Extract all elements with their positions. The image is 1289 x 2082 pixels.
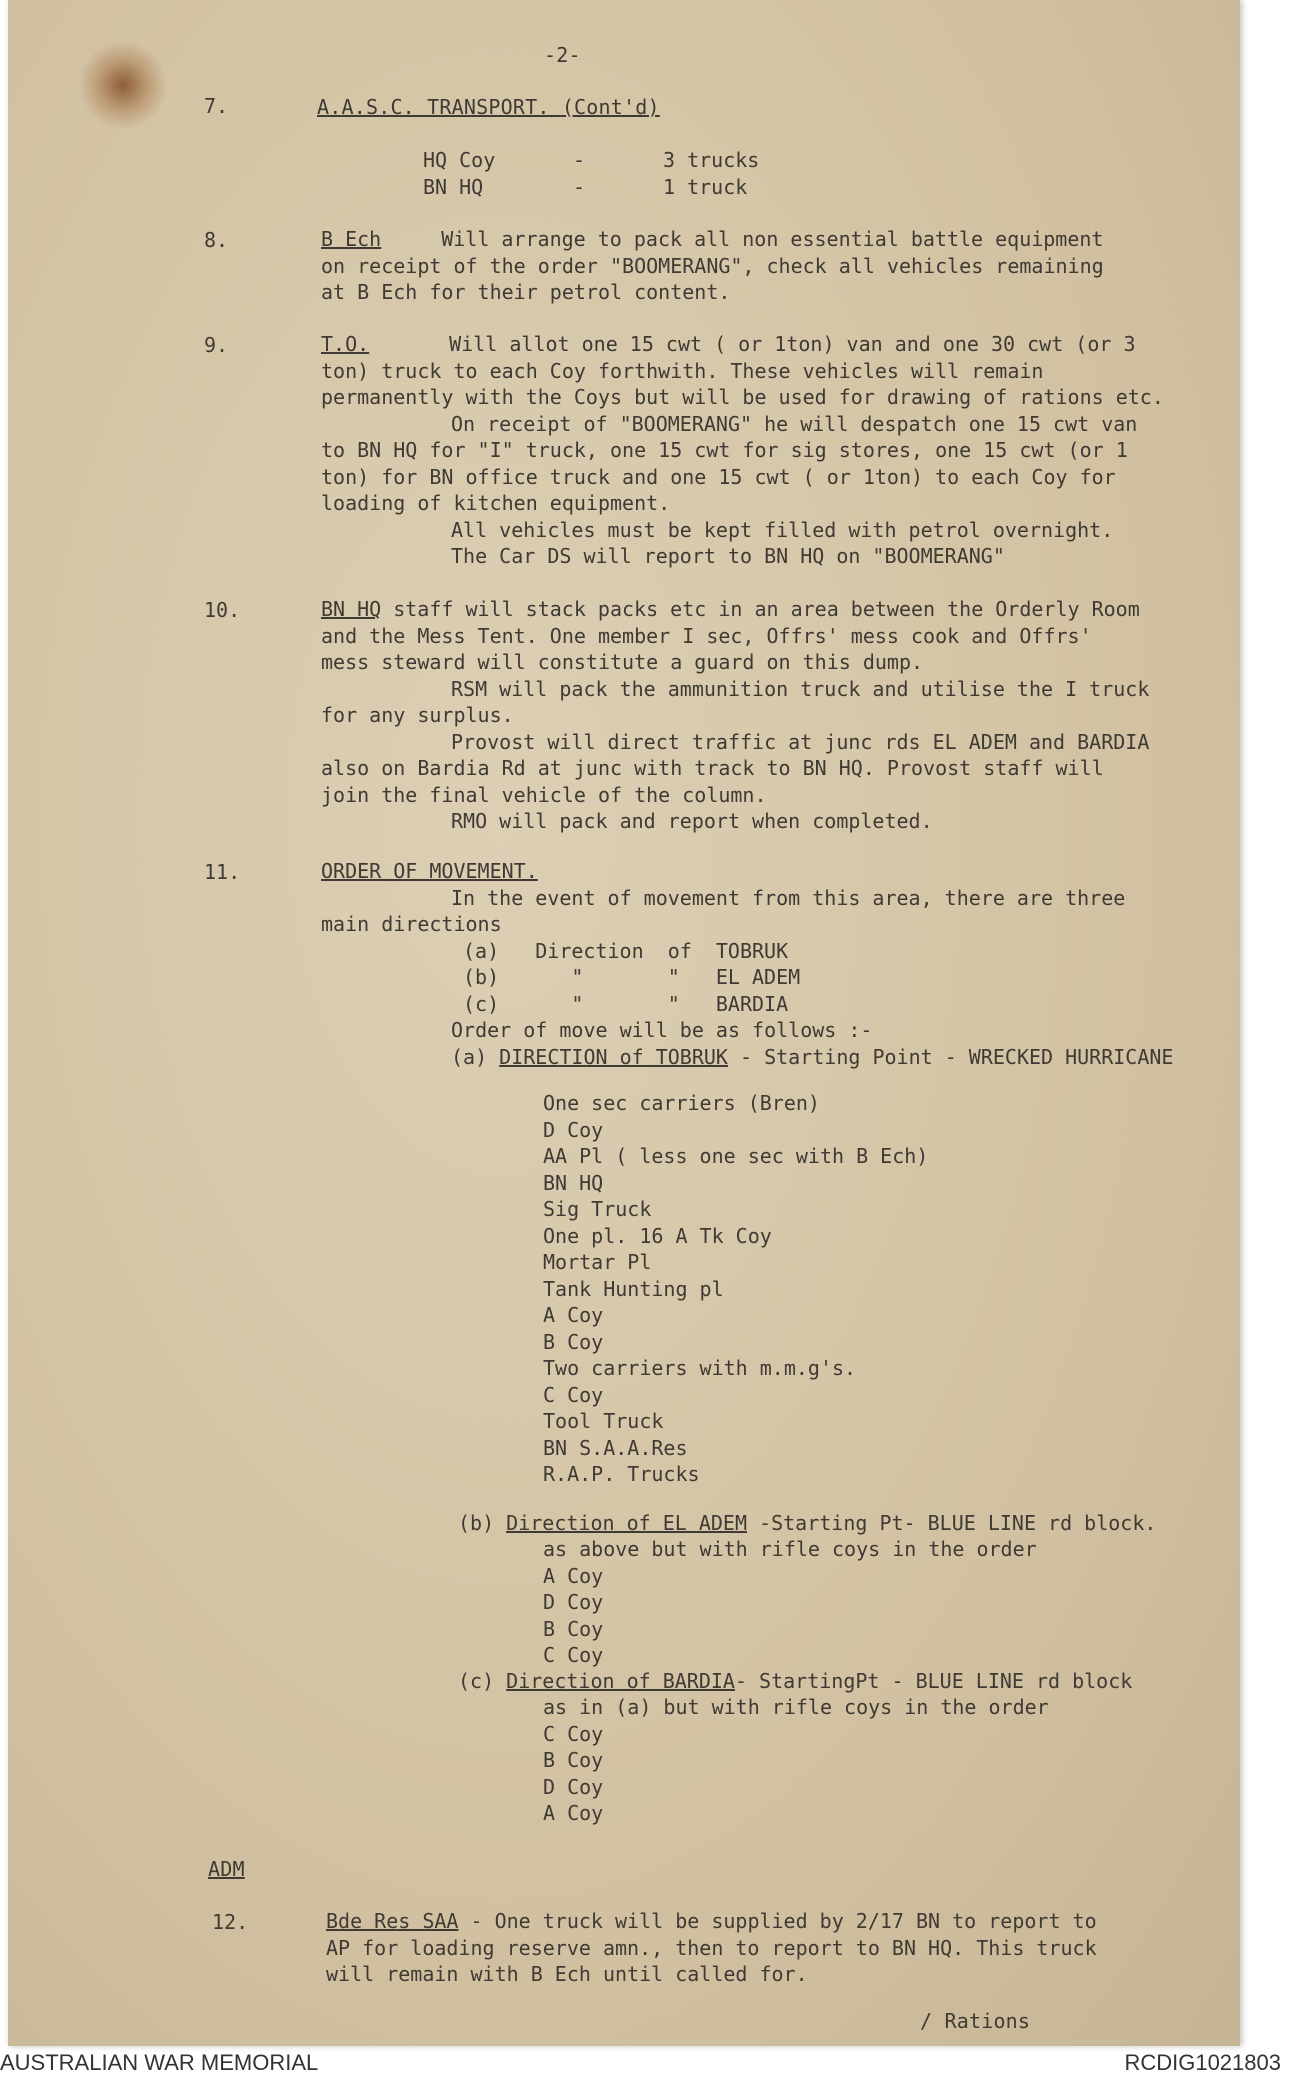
list-item: A Coy xyxy=(543,1303,604,1327)
section-12-body: Bde Res SAA - One truck will be supplied by 2/17 BN to report to AP for loading reserve amn., then to report to BN HQ. This truck will remain with B Ech until called for. xyxy=(326,1909,1097,1986)
section-7-heading: A.A.S.C. TRANSPORT. (Cont'd) xyxy=(317,95,660,119)
section-11-body: ORDER OF MOVEMENT. In the event of movement from this area, there are three main directions (a) Direction of TOBRUK (b) " " EL ADEM (c) " " BARDIA Order of move will be as follows :- (a) DIRECTION of TOBRUK - Starting Point - WRECKED HURRICANE xyxy=(321,859,1174,1069)
adm-heading: ADM xyxy=(208,1857,245,1881)
section-12-heading: Bde Res SAA xyxy=(326,1909,459,1933)
table-row: BN HQ - 1 truck xyxy=(423,174,748,199)
list-item: R.A.P. Trucks xyxy=(543,1462,700,1486)
section-10-heading: BN HQ xyxy=(321,597,382,621)
section-9-number: 9. xyxy=(204,333,229,357)
section-7-table xyxy=(423,147,759,200)
section-8-number: 8. xyxy=(204,228,229,252)
list-item: BN S.A.A.Res xyxy=(543,1435,688,1460)
list-item: D Coy xyxy=(543,1590,604,1614)
document-page xyxy=(8,0,1240,2046)
list-item: B Coy xyxy=(543,1616,604,1641)
list-item: Tool Truck xyxy=(543,1409,664,1433)
section-7-number: 7. xyxy=(204,94,229,118)
list-item: D Coy xyxy=(543,1774,604,1799)
list-item: D Coy xyxy=(543,1117,604,1142)
list-item: C Coy xyxy=(543,1721,604,1746)
route-b-sub: as above but with rifle coys in the order xyxy=(543,1537,1037,1561)
list-item: C Coy xyxy=(543,1382,604,1407)
stain-mark xyxy=(78,40,168,130)
route-a-heading-line: (a) DIRECTION of TOBRUK - Starting Point - WRECKED HURRICANE xyxy=(451,1044,1174,1069)
section-9-body: T.O. Will allot one 15 cwt ( or 1ton) van and one 30 cwt (or 3 ton) truck to each Coy forthwith. These vehicles will remain permanently with the Coys but will be used for drawing of rations etc. On receipt of "BOOMERANG" he will despatch one 15 cwt van to BN HQ for "I" truck, one 15 cwt for sig stores, one 15 cwt (or 1 ton) for BN office truck and one 15 cwt ( or 1ton) to each Coy for loading of kitchen equipment. All vehicles must be kept filled with petrol overnight. The Car DS will report to BN HQ on "BOOMERANG" xyxy=(321,332,1164,568)
section-11-heading: ORDER OF MOVEMENT. xyxy=(321,859,538,883)
section-8-body: B Ech Will arrange to pack all non essential battle equipment on receipt of the order "BOOMERANG", check all vehicles remaining at B Ech for their petrol content. xyxy=(321,227,1104,304)
section-10-body: BN HQ staff will stack packs etc in an area between the Orderly Room and the Mess Tent. One member I sec, Offrs' mess cook and Offrs' mess steward will constitute a guard on this dump. RSM will pack the ammunition truck and utilise the I truck for any surplus. Provost will direct traffic at junc rds EL ADEM and BARDIA also on Bardia Rd at junc with track to BN HQ. Provost staff will join the final vehicle of the column. RMO will pack and report when completed. xyxy=(321,597,1150,833)
list-item: Two carriers with m.m.g's. xyxy=(543,1356,857,1380)
footer-record-id: RCDIG1021803 xyxy=(1124,2050,1281,2075)
order-line: Order of move will be as follows :- xyxy=(451,1018,873,1042)
section-12-number: 12. xyxy=(212,1910,249,1934)
table-row: HQ Coy - 3 trucks xyxy=(423,148,760,172)
list-item: One pl. 16 A Tk Coy xyxy=(543,1223,772,1248)
route-b-list xyxy=(543,1536,1037,1669)
list-item: C Coy xyxy=(543,1643,604,1667)
list-item: B Coy xyxy=(543,1329,604,1354)
section-11-number: 11. xyxy=(204,860,241,884)
direction-a: (a) Direction of TOBRUK xyxy=(463,938,789,963)
continuation-note: / Rations xyxy=(920,2009,1031,2033)
list-item: Sig Truck xyxy=(543,1197,652,1221)
list-item: B Coy xyxy=(543,1748,604,1772)
direction-c: (c) " " BARDIA xyxy=(463,991,789,1016)
section-8-heading: B Ech xyxy=(321,227,382,251)
section-9-heading: T.O. xyxy=(321,332,370,356)
route-a-list xyxy=(543,1090,928,1488)
section-10-number: 10. xyxy=(204,598,241,622)
route-c-sub: as in (a) but with rifle coys in the order xyxy=(543,1695,1049,1719)
direction-b: (b) " " EL ADEM xyxy=(463,965,801,989)
page-number: -2- xyxy=(544,43,581,67)
footer-archive-name: AUSTRALIAN WAR MEMORIAL xyxy=(0,2050,319,2075)
list-item: One sec carriers (Bren) xyxy=(543,1091,820,1115)
route-b-heading-line: (b) Direction of EL ADEM -Starting Pt- BLUE LINE rd block. xyxy=(458,1511,1157,1535)
route-c-list xyxy=(543,1694,1049,1827)
list-item: Tank Hunting pl xyxy=(543,1276,724,1301)
list-item: A Coy xyxy=(543,1563,604,1588)
list-item: Mortar Pl xyxy=(543,1250,652,1274)
route-c-heading-line: (c) Direction of BARDIA- StartingPt - BLUE LINE rd block xyxy=(458,1669,1133,1693)
list-item: A Coy xyxy=(543,1801,604,1825)
list-item: AA Pl ( less one sec with B Ech) xyxy=(543,1144,929,1168)
list-item: BN HQ xyxy=(543,1170,604,1195)
